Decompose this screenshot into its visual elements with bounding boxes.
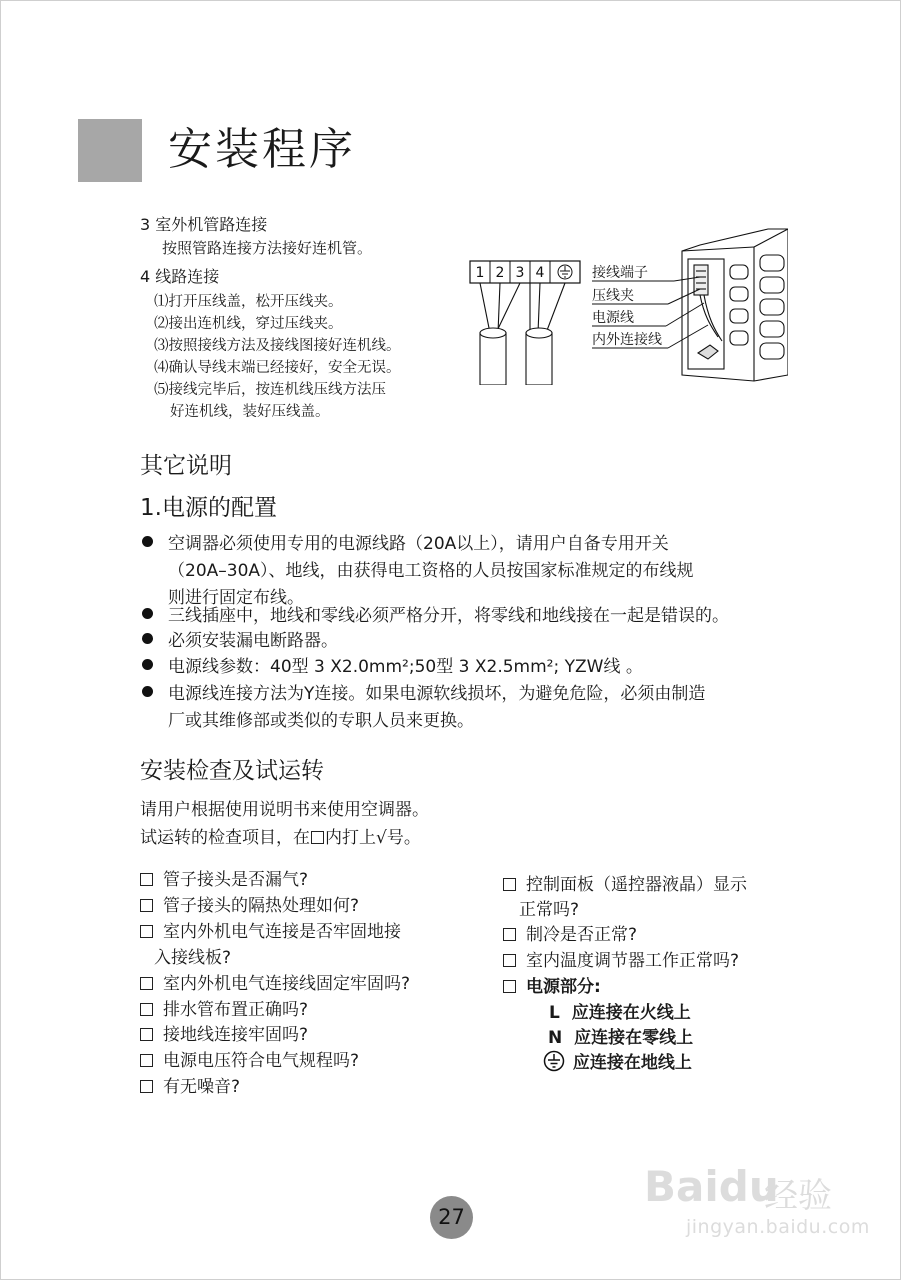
wires xyxy=(480,283,565,333)
cable-left xyxy=(480,328,506,385)
checkbox[interactable] xyxy=(140,873,153,886)
trial-intro-after: 内打上√号。 xyxy=(325,828,421,848)
check-item-label: 控制面板（遥控器液晶）显示 xyxy=(526,875,747,895)
bullet-text: 空调器必须使用专用的电源线路（20A以上），请用户自备专用开关 xyxy=(168,534,669,554)
power-live-line xyxy=(549,998,691,1023)
check-item[interactable] xyxy=(140,995,308,1020)
check-item-label: 电源部分: xyxy=(526,977,601,997)
page-title: 安装程序 xyxy=(168,124,356,175)
section-heading-other: 其它说明 xyxy=(140,453,232,479)
bullet-dot xyxy=(142,536,153,547)
check-item[interactable] xyxy=(140,891,359,916)
checkbox[interactable] xyxy=(503,878,516,891)
bullet-dot xyxy=(142,608,153,619)
baidu-jingyan-watermark xyxy=(644,1150,874,1250)
checkbox[interactable] xyxy=(503,954,516,967)
step3-heading: 3 室外机管路连接 xyxy=(140,215,268,234)
diagram-label-clamp: 压线夹 xyxy=(592,288,634,304)
watermark-brand-cn: 经验 xyxy=(764,1176,832,1216)
section-heading-trial: 安装检查及试运转 xyxy=(140,758,324,784)
bullet-text: （20A–30A）、地线，由获得电工资格的人员按国家标准规定的布线规 xyxy=(168,561,694,581)
step4-item: ⑷确认导线末端已经接好，安全无误。 xyxy=(154,360,401,376)
check-item-label: 制冷是否正常? xyxy=(526,925,638,945)
step3-text: 按照管路连接方法接好连机管。 xyxy=(162,239,373,257)
step4-item: ⑸接线完毕后，按连机线压线方法压 xyxy=(154,382,386,398)
checkbox[interactable] xyxy=(503,928,516,941)
check-item-continuation: 正常吗? xyxy=(519,900,580,920)
bullet-text: 电源线参数：40型 3 X2.0mm²;50型 3 X2.5mm²; YZW线 。 xyxy=(168,657,643,677)
page-number: 27 xyxy=(430,1196,473,1239)
check-item-label: 管子接头是否漏气? xyxy=(163,870,309,890)
bullet-dot xyxy=(142,686,153,697)
check-item[interactable] xyxy=(140,865,308,890)
bullet-dot xyxy=(142,633,153,644)
check-item[interactable] xyxy=(140,969,410,994)
bullet-text: 三线插座中，地线和零线必须严格分开，将零线和地线接在一起是错误的。 xyxy=(168,606,729,626)
check-item-label: 管子接头的隔热处理如何? xyxy=(163,896,360,916)
wiring-diagram xyxy=(468,225,788,389)
check-item[interactable] xyxy=(140,917,401,942)
bullet-text: 厂或其维修部或类似的专职人员来更换。 xyxy=(168,711,474,731)
earth-text: 应连接在地线上 xyxy=(572,1053,692,1073)
check-item[interactable] xyxy=(503,870,747,895)
outdoor-unit-illustration xyxy=(682,229,788,381)
title-block-decoration xyxy=(78,119,142,182)
live-symbol: L xyxy=(549,1003,560,1023)
checkbox[interactable] xyxy=(140,1028,153,1041)
earth-ground-icon xyxy=(543,1053,571,1073)
check-item[interactable] xyxy=(140,1046,359,1071)
terminal-label: 4 xyxy=(535,265,545,281)
checkbox[interactable] xyxy=(503,980,516,993)
bullet-dot xyxy=(142,659,153,670)
checkbox[interactable] xyxy=(140,925,153,938)
watermark-url: jingyan.baidu.com xyxy=(686,1216,870,1238)
checkbox[interactable] xyxy=(140,1003,153,1016)
terminal-label: 3 xyxy=(515,265,525,281)
diagram-label-terminal: 接线端子 xyxy=(592,265,648,281)
wiring-diagram-svg xyxy=(468,225,788,385)
check-item-label: 接地线连接牢固吗? xyxy=(163,1025,309,1045)
step4-item: ⑵接出连机线，穿过压线夹。 xyxy=(154,316,343,332)
watermark-brand: Baidu xyxy=(644,1162,779,1211)
step4-item: 好连机线，装好压线盖。 xyxy=(170,404,330,420)
power-neutral-line xyxy=(548,1023,693,1048)
check-item-power[interactable] xyxy=(503,972,601,997)
terminal-label: 2 xyxy=(495,265,505,281)
check-item[interactable] xyxy=(503,920,637,945)
check-item[interactable] xyxy=(503,946,739,971)
trial-intro-text: 请用户根据使用说明书来使用空调器。 xyxy=(140,800,429,820)
terminal-block xyxy=(470,261,580,283)
check-item-label: 室内温度调节器工作正常吗? xyxy=(526,951,740,971)
checkbox[interactable] xyxy=(140,977,153,990)
trial-intro-before: 试运转的检查项目，在 xyxy=(140,828,310,848)
neutral-text: 应连接在零线上 xyxy=(574,1028,694,1048)
step4-heading: 4 线路连接 xyxy=(140,267,220,286)
checkbox[interactable] xyxy=(140,1054,153,1067)
check-item[interactable] xyxy=(140,1020,308,1045)
check-item-label: 室内外机电气连接是否牢固地接 xyxy=(163,922,401,942)
bullet-text: 电源线连接方法为Y连接。如果电源软线损坏，为避免危险，必须由制造 xyxy=(168,684,706,704)
cable-right xyxy=(526,328,552,385)
check-item-label: 电源电压符合电气规程吗? xyxy=(163,1051,360,1071)
checkbox[interactable] xyxy=(140,899,153,912)
check-item-label: 室内外机电气连接线固定牢固吗? xyxy=(163,974,411,994)
diagram-label-power-cord: 电源线 xyxy=(592,310,634,326)
step4-item: ⑴打开压线盖，松开压线夹。 xyxy=(154,294,343,310)
check-item-continuation: 入接线板? xyxy=(154,948,232,968)
bullet-text: 则进行固定布线。 xyxy=(168,588,304,608)
checkbox[interactable] xyxy=(140,1080,153,1093)
check-item[interactable] xyxy=(140,1072,240,1097)
diagram-label-connecting-wire: 内外连接线 xyxy=(592,332,662,348)
subheading-power-config: 1.电源的配置 xyxy=(140,495,277,521)
check-item-label: 排水管布置正确吗? xyxy=(163,1000,309,1020)
earth-terminal-icon xyxy=(558,265,572,279)
neutral-symbol: N xyxy=(548,1028,563,1048)
step4-item: ⑶按照接线方法及接线图接好连机线。 xyxy=(154,338,401,354)
checkbox-symbol-icon xyxy=(311,831,324,844)
trial-intro-text-2 xyxy=(140,823,421,848)
live-text: 应连接在火线上 xyxy=(571,1003,691,1023)
bullet-text: 必须安装漏电断路器。 xyxy=(168,631,338,651)
terminal-label: 1 xyxy=(475,265,485,281)
power-earth-line xyxy=(543,1048,692,1073)
check-item-label: 有无噪音? xyxy=(163,1077,241,1097)
